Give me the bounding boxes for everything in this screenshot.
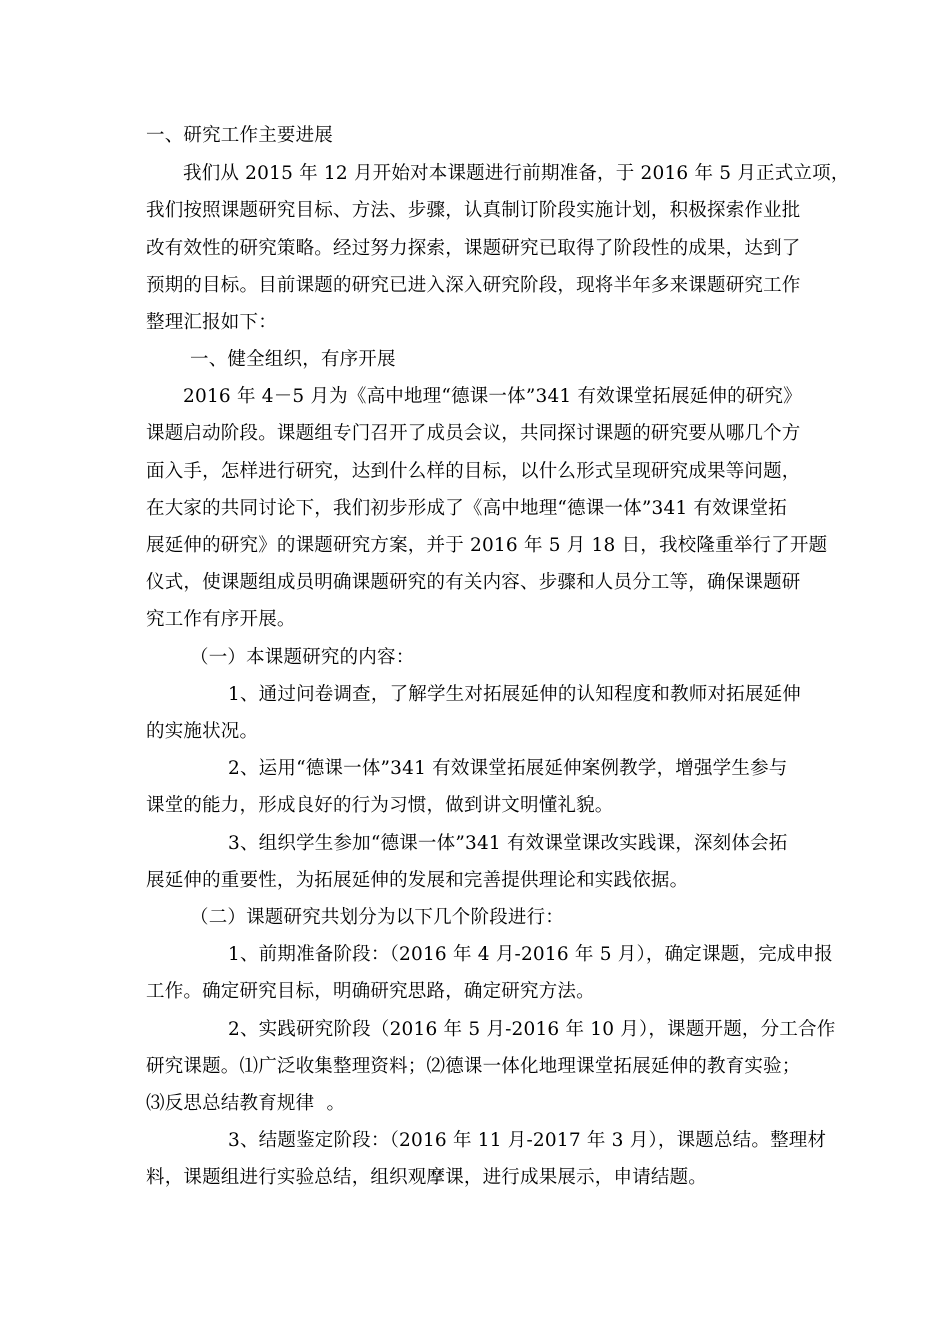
list-item-line: ⑶反思总结教育规律 。	[146, 1093, 346, 1114]
sub-heading: 一、健全组织，有序开展	[190, 349, 396, 370]
list-item-line: 展延伸的重要性，为拓展延伸的发展和完善提供理论和实践依据。	[146, 870, 689, 891]
list-item-line: 3、结题鉴定阶段：（2016 年 11 月-2017 年 3 月），课题总结。整理材	[228, 1130, 827, 1151]
paragraph-line: 展延伸的研究》的课题研究方案，并于 2016 年 5 月 18 日，我校隆重举行了开题	[146, 535, 828, 556]
stages-heading: （二）课题研究共划分为以下几个阶段进行：	[190, 907, 565, 928]
paragraph-line: 我们从 2015 年 12 月开始对本课题进行前期准备，于 2016 年 5 月正式立项，	[183, 163, 850, 184]
list-item-line: 2、运用“德课一体”341 有效课堂拓展延伸案例教学，增强学生参与	[228, 758, 788, 779]
paragraph-line: 究工作有序开展。	[146, 609, 296, 630]
paragraph-line: 课题启动阶段。课题组专门召开了成员会议，共同探讨课题的研究要从哪几个方	[146, 423, 801, 444]
paragraph-line: 整理汇报如下：	[146, 312, 277, 333]
list-item-line: 工作。确定研究目标，明确研究思路，确定研究方法。	[146, 981, 595, 1002]
paragraph-line: 面入手，怎样进行研究，达到什么样的目标，以什么形式呈现研究成果等问题，	[146, 461, 801, 482]
paragraph-line: 在大家的共同讨论下，我们初步形成了《高中地理“德课一体”341 有效课堂拓	[146, 498, 788, 519]
list-item-line: 的实施状况。	[146, 721, 259, 742]
content-heading: （一）本课题研究的内容：	[190, 647, 415, 668]
list-item-line: 研究课题。⑴广泛收集整理资料；⑵德课一体化地理课堂拓展延伸的教育实验；	[146, 1056, 801, 1077]
paragraph-line: 改有效性的研究策略。经过努力探索，课题研究已取得了阶段性的成果，达到了	[146, 238, 801, 259]
paragraph-line: 仪式，使课题组成员明确课题研究的有关内容、步骤和人员分工等，确保课题研	[146, 572, 801, 593]
section-title: 一、研究工作主要进展	[146, 125, 334, 146]
list-item-line: 课堂的能力，形成良好的行为习惯，做到讲文明懂礼貌。	[146, 795, 614, 816]
list-item-line: 3、组织学生参加“德课一体”341 有效课堂课改实践课，深刻体会拓	[228, 833, 788, 854]
paragraph-line: 我们按照课题研究目标、方法、步骤，认真制订阶段实施计划，积极探索作业批	[146, 200, 801, 221]
list-item-line: 2、实践研究阶段（2016 年 5 月-2016 年 10 月），课题开题，分工合作	[228, 1019, 836, 1040]
list-item-line: 1、前期准备阶段：（2016 年 4 月-2016 年 5 月），确定课题，完成申报	[228, 944, 833, 965]
list-item-line: 料，课题组进行实验总结，组织观摩课，进行成果展示，申请结题。	[146, 1167, 708, 1188]
paragraph-line: 2016 年 4－5 月为《高中地理“德课一体”341 有效课堂拓展延伸的研究》	[183, 386, 802, 407]
paragraph-line: 预期的目标。目前课题的研究已进入深入研究阶段，现将半年多来课题研究工作	[146, 275, 801, 296]
list-item-line: 1、通过问卷调查，了解学生对拓展延伸的认知程度和教师对拓展延伸	[228, 684, 801, 705]
